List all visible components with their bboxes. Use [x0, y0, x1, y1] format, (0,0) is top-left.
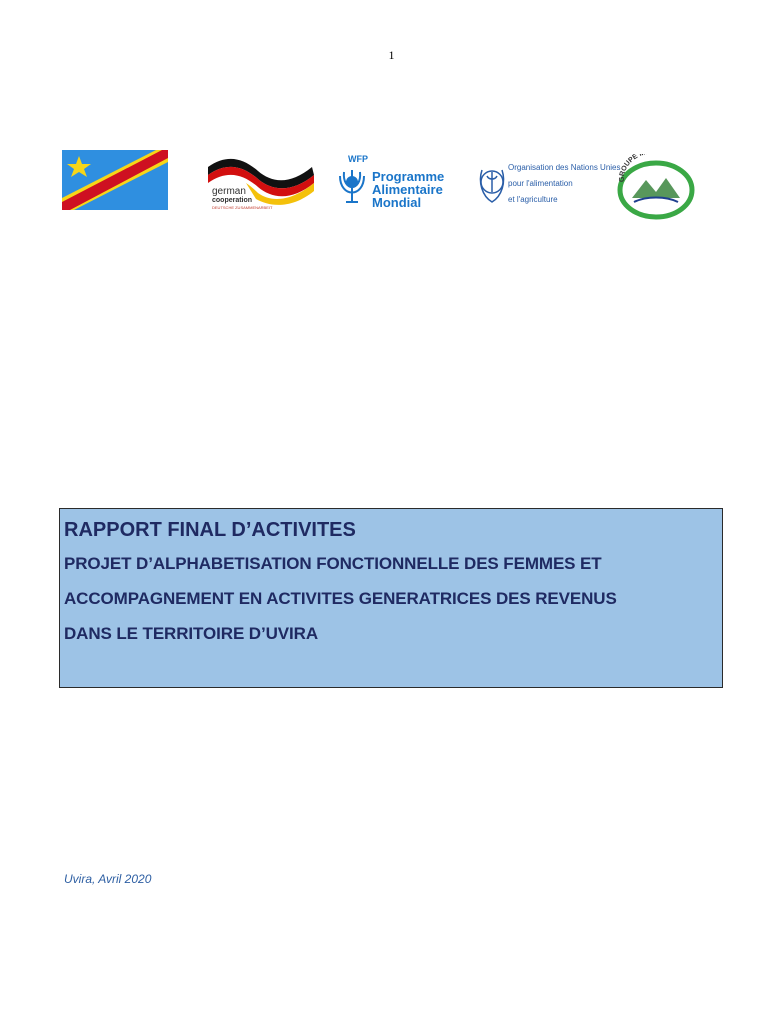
mountain-icon [632, 178, 680, 198]
report-main-title: RAPPORT FINAL D’ACTIVITES [64, 519, 356, 541]
german-line2: cooperation [212, 197, 253, 204]
german-line3: DEUTSCHE ZUSAMMENARBEIT [212, 205, 273, 210]
fao-line1: Organisation des Nations Unies [508, 163, 621, 172]
fao-line2: pour l'alimentation [508, 179, 573, 188]
report-date: Uvira, Avril 2020 [64, 872, 152, 886]
page-number: 1 [388, 48, 395, 62]
milima-text: GROUPE [618, 154, 640, 183]
report-subtitle-line-2: ACCOMPAGNEMENT EN ACTIVITES GENERATRICES DES REVENUS [64, 589, 617, 608]
german-cooperation-logo [206, 153, 318, 211]
wfp-line3: Mondial [372, 195, 422, 210]
wfp-logo [336, 152, 466, 212]
groupe-milima-logo [614, 154, 698, 220]
fao-line3: et l'agriculture [508, 195, 558, 204]
report-subtitle-line-3: DANS LE TERRITOIRE D’UVIRA [64, 624, 318, 643]
report-title-box [59, 508, 723, 688]
german-line1: german [212, 186, 246, 197]
wfp-emblem-icon [340, 170, 364, 202]
wfp-line2: Alimentaire [372, 182, 443, 197]
fao-emblem-icon [480, 170, 503, 202]
fao-logo [480, 154, 621, 214]
wfp-acronym: WFP [348, 154, 368, 164]
report-subtitle-line-1: PROJET D’ALPHABETISATION FONCTIONNELLE DES FEMMES ET [64, 554, 602, 573]
drc-flag-icon [62, 150, 168, 210]
wfp-line1: Programme [372, 169, 445, 184]
